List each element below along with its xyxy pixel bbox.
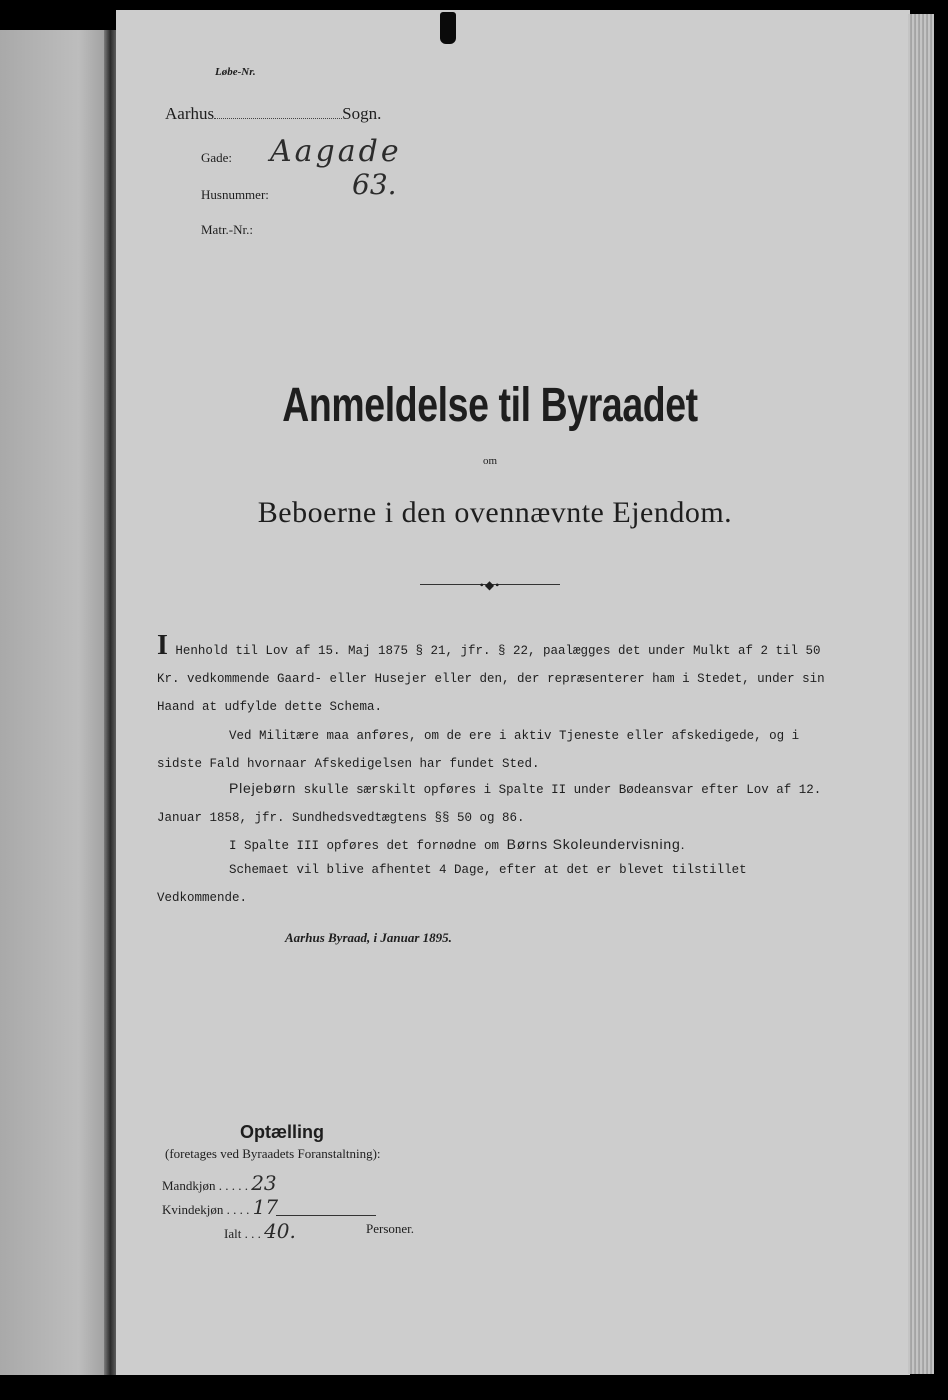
town-name: Aarhus [165, 104, 215, 123]
instruction-paragraph-1 [157, 632, 829, 721]
drop-initial: I [157, 630, 168, 661]
previous-page-edge [0, 30, 112, 1375]
count-title: Optælling [240, 1122, 324, 1142]
count-subtitle: (foretages ved Byraadets Foranstaltning): [165, 1146, 381, 1161]
instruction-paragraph-3 [157, 774, 829, 832]
instruction-text-4: I Spalte III opføres det fornødne om [229, 839, 500, 853]
parish-line [165, 104, 381, 124]
female-handwritten-value: 17 [252, 1195, 279, 1219]
sum-rule [276, 1215, 376, 1216]
count-row-male: Mandkjøn . . . . . 23 [162, 1171, 277, 1195]
husnummer-handwritten-value: 63. [352, 168, 397, 201]
lobe-nr-label: Løbe-Nr. [215, 66, 256, 78]
parish-dotted-field [214, 118, 342, 119]
sogn-label: Sogn. [342, 104, 382, 123]
ornament-glyph: •◆• [479, 578, 501, 592]
skoleundervisning-emphasis: Børns Skoleundervisning. [506, 836, 686, 852]
instruction-text-1: Henhold til Lov af 15. Maj 1875 § 21, jfr. § 22, paalægges det under Mulkt af 2 til 50 Kr. vedkommende Gaard- eller Husejer eller den, der repræsenterer ham i Stedet, under sin Haand at udfylde dette Schema. [157, 644, 825, 714]
ornament-divider [420, 578, 560, 592]
instruction-paragraph-5: Schemaet vil blive afhentet 4 Dage, efter at det er blevet tilstillet Vedkommende. [157, 863, 747, 905]
total-label: Ialt [224, 1226, 242, 1241]
binding-clip [440, 12, 456, 44]
plejeborn-emphasis: Plejebørn [229, 780, 297, 796]
male-label: Mandkjøn [162, 1178, 216, 1193]
gade-label: Gade: [201, 150, 233, 165]
page-stack-edges [908, 14, 934, 1374]
husnummer-label: Husnummer: [201, 187, 269, 202]
signature-line: Aarhus Byraad, i Januar 1895. [285, 930, 452, 945]
count-row-female: Kvindekjøn . . . . 17 [162, 1195, 279, 1219]
count-row-total: Ialt . . . 40. [224, 1219, 296, 1243]
om-connector: om [482, 455, 498, 467]
persons-label: Personer. [366, 1221, 415, 1236]
instruction-text-3: skulle særskilt opføres i Spalte II under Bødeansvar efter Lov af 12. Januar 1858, jfr. Sundhedsvedtægtens §§ 50 og 86. [157, 783, 822, 825]
total-handwritten-value: 40. [264, 1219, 296, 1243]
male-handwritten-value: 23 [251, 1171, 277, 1195]
document-subtitle: Beboerne i den ovennævnte Ejendom. [257, 496, 733, 529]
instruction-paragraph-2: Ved Militære maa anføres, om de ere i aktiv Tjeneste eller afskedigede, og i sidste Fald hvornaar Afskedigelsen har fundet Sted. [157, 729, 800, 771]
gade-handwritten-value: Aagade [270, 134, 402, 169]
document-title: Anmeldelse til Byraadet [282, 379, 698, 432]
female-label: Kvindekjøn [162, 1202, 224, 1217]
matr-label: Matr.-Nr.: [201, 222, 253, 237]
